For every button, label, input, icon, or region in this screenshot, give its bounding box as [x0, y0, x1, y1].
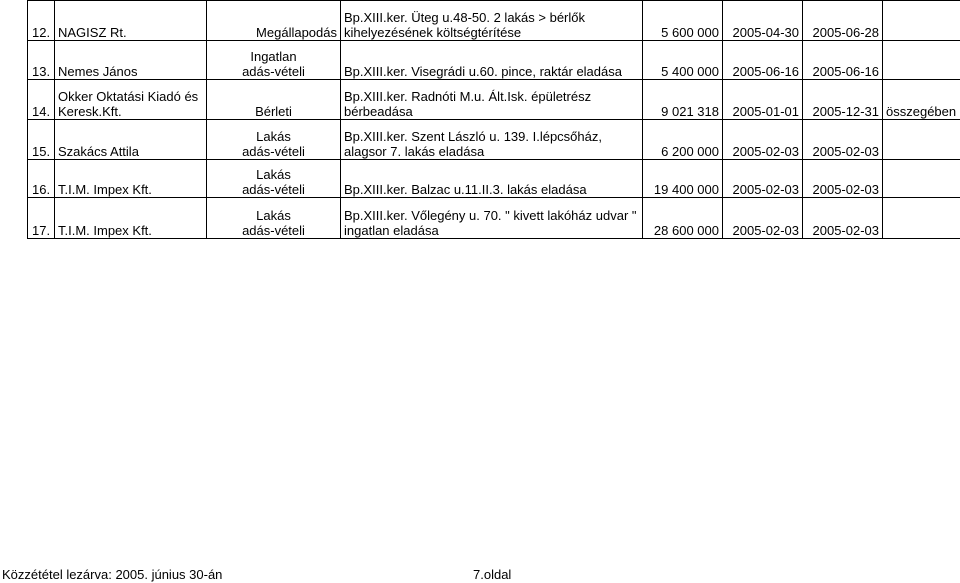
row-number: 13. — [28, 41, 55, 80]
table-row — [28, 198, 960, 239]
subject-line: Bp.XIII.ker. Vőlegény u. 70. " kivett lakóház udvar " — [344, 208, 637, 223]
row-number: 15. — [28, 120, 55, 160]
page-number: 7.oldal — [473, 567, 512, 582]
row-number: 12. — [28, 1, 55, 41]
publication-closed-note: Közzététel lezárva: 2005. június 30-án — [2, 567, 223, 582]
contract-type — [207, 160, 341, 198]
partner-name: T.I.M. Impex Kft. — [55, 160, 207, 198]
type-line: adás-vételi — [242, 64, 305, 79]
contract-date-end: 2005-02-03 — [803, 160, 883, 198]
contract-note — [883, 160, 960, 198]
contract-type: Megállapodás — [207, 1, 341, 41]
contract-note — [883, 41, 960, 80]
contract-subject — [341, 41, 643, 80]
row-number: 16. — [28, 160, 55, 198]
contract-date-end: 2005-06-16 — [803, 41, 883, 80]
contract-date-end: 2005-02-03 — [803, 198, 883, 239]
subject-line: Bp.XIII.ker. Balzac u.11.II.3. lakás eladása — [344, 182, 587, 197]
subject-line: Bp.XIII.ker. Radnóti M.u. Ált.Isk. épületrész — [344, 89, 592, 104]
type-line: Ingatlan — [250, 49, 297, 64]
contract-amount: 9 021 318 — [643, 80, 723, 120]
contract-amount: 5 600 000 — [643, 1, 723, 41]
table-row — [28, 1, 960, 41]
contract-subject — [341, 198, 643, 239]
contract-type — [207, 198, 341, 239]
contract-date-end: 2005-02-03 — [803, 120, 883, 160]
contract-subject — [341, 1, 643, 41]
type-line: adás-vételi — [242, 223, 305, 238]
contract-date-start: 2005-06-16 — [723, 41, 803, 80]
type-line: Lakás — [256, 167, 291, 182]
contract-type — [207, 41, 341, 80]
contract-subject — [341, 80, 643, 120]
subject-line: Bp.XIII.ker. Visegrádi u.60. pince, raktár eladása — [344, 64, 622, 79]
type-line: Lakás — [256, 208, 291, 223]
partner-name — [55, 80, 207, 120]
contract-date-start: 2005-02-03 — [723, 198, 803, 239]
table-row — [28, 120, 960, 160]
contract-note — [883, 120, 960, 160]
subject-line: Bp.XIII.ker. Üteg u.48-50. 2 lakás > bérlők — [344, 10, 585, 25]
contract-date-start: 2005-02-03 — [723, 160, 803, 198]
contract-date-start: 2005-02-03 — [723, 120, 803, 160]
contract-date-start: 2005-01-01 — [723, 80, 803, 120]
contract-date-end: 2005-12-31 — [803, 80, 883, 120]
partner-name: T.I.M. Impex Kft. — [55, 198, 207, 239]
row-number: 14. — [28, 80, 55, 120]
contract-date-start: 2005-04-30 — [723, 1, 803, 41]
partner-name: Szakács Attila — [55, 120, 207, 160]
table-row — [28, 41, 960, 80]
contracts-table-wrapper — [27, 0, 960, 239]
subject-line: Bp.XIII.ker. Szent László u. 139. I.lépcsőház, — [344, 129, 602, 144]
partner-name: NAGISZ Rt. — [55, 1, 207, 41]
contracts-table — [27, 0, 960, 239]
contract-amount: 5 400 000 — [643, 41, 723, 80]
contract-subject — [341, 120, 643, 160]
table-row — [28, 160, 960, 198]
subject-line: ingatlan eladása — [344, 223, 439, 238]
subject-line: alagsor 7. lakás eladása — [344, 144, 485, 159]
contract-type: Bérleti — [207, 80, 341, 120]
table-row — [28, 80, 960, 120]
subject-line: kihelyezésének költségtérítése — [344, 25, 522, 40]
row-number: 17. — [28, 198, 55, 239]
type-line: Lakás — [256, 129, 291, 144]
contract-subject — [341, 160, 643, 198]
contract-amount: 19 400 000 — [643, 160, 723, 198]
contract-note — [883, 1, 960, 41]
contract-note: összegében — [883, 80, 960, 120]
contract-amount: 28 600 000 — [643, 198, 723, 239]
partner-name: Nemes János — [55, 41, 207, 80]
contract-type — [207, 120, 341, 160]
contract-note — [883, 198, 960, 239]
name-line: Keresk.Kft. — [58, 104, 122, 119]
contract-amount: 6 200 000 — [643, 120, 723, 160]
type-line: adás-vételi — [242, 144, 305, 159]
contract-date-end: 2005-06-28 — [803, 1, 883, 41]
name-line: Okker Oktatási Kiadó és — [58, 89, 199, 104]
subject-line: bérbeadása — [344, 104, 413, 119]
type-line: adás-vételi — [242, 182, 305, 197]
